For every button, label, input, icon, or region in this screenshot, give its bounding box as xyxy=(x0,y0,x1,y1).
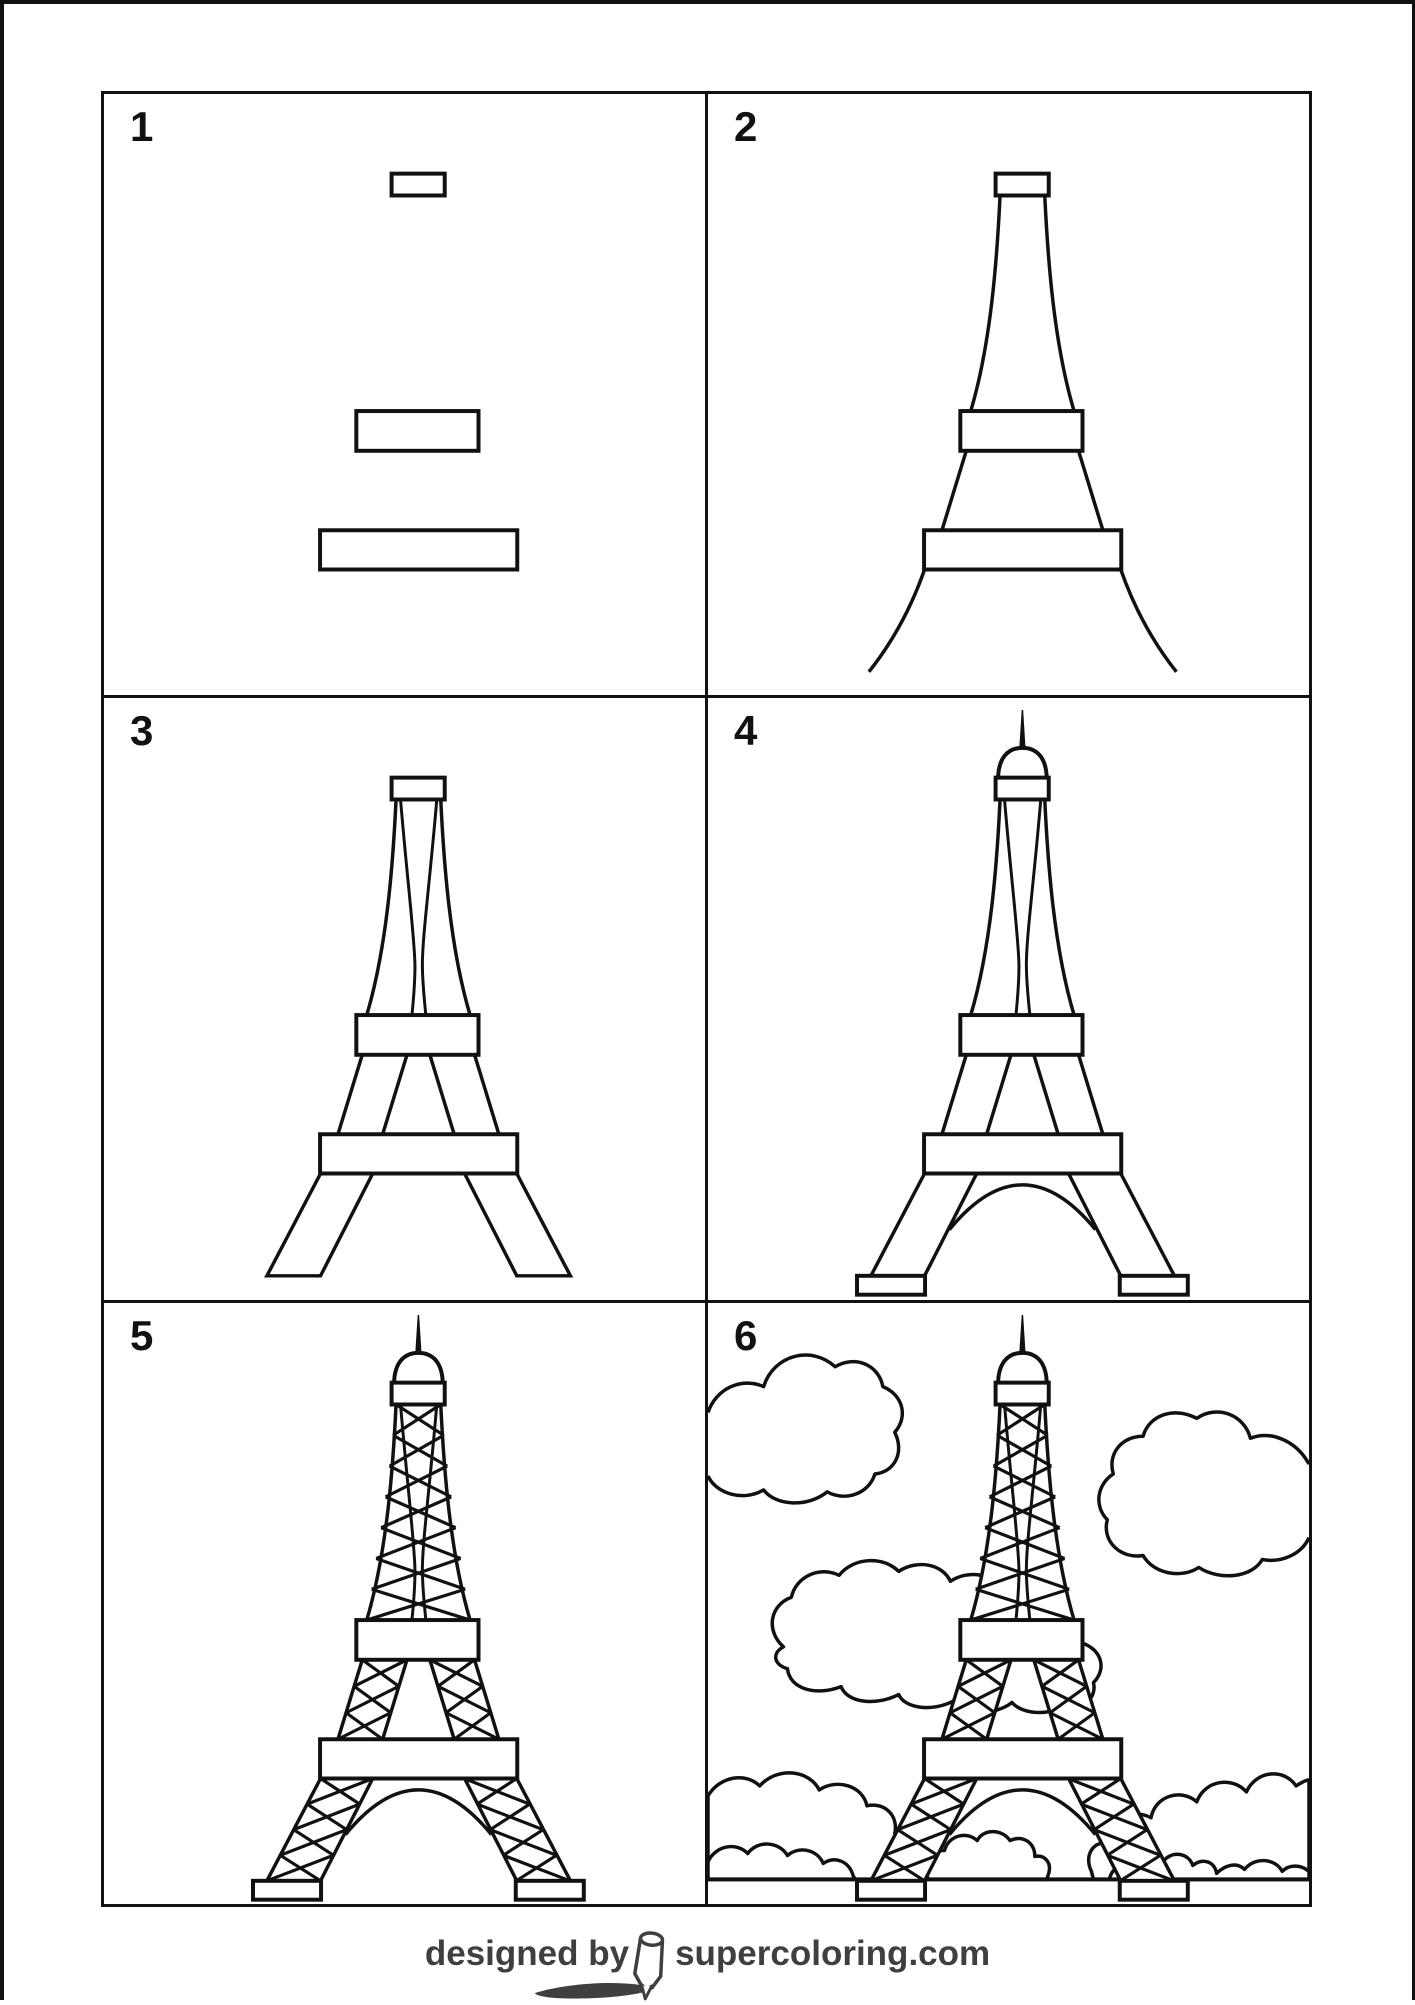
top-box xyxy=(392,1382,445,1404)
step-number: 1 xyxy=(130,103,154,150)
cloud-2 xyxy=(1099,1412,1309,1576)
lowerleg-left-fill xyxy=(871,1174,977,1276)
foot-right xyxy=(516,1880,584,1899)
platform-2 xyxy=(320,530,517,569)
leg-curve-left xyxy=(869,570,925,672)
footer-credit xyxy=(0,1907,1415,2000)
platform-2 xyxy=(320,1135,517,1174)
step-drawing-tower-dome-arch xyxy=(708,698,1309,1299)
designed-by-label: designed by xyxy=(424,1933,630,1973)
foot-left xyxy=(857,1880,925,1899)
foot-left xyxy=(857,1276,925,1295)
platform-2 xyxy=(924,530,1121,569)
midleg-right-outer xyxy=(1079,451,1103,530)
top-box xyxy=(996,778,1049,800)
lowerleg-left-fill xyxy=(267,1174,373,1276)
lowerleg-right-fill xyxy=(465,1778,571,1880)
platform-2 xyxy=(924,1135,1121,1174)
dome xyxy=(394,1352,443,1384)
step-drawing-tower-outline xyxy=(708,94,1309,695)
top-box xyxy=(996,1382,1049,1404)
site-label: supercoloring.com xyxy=(675,1933,991,1973)
step-panel-4 xyxy=(708,698,1309,1299)
step-number: 5 xyxy=(130,1311,154,1359)
neck-fill xyxy=(367,800,470,1016)
foot-left xyxy=(253,1880,321,1899)
foot-right xyxy=(1120,1880,1188,1899)
step-drawing-tower-legs xyxy=(104,698,705,1299)
step-number: 3 xyxy=(130,707,154,755)
platform-1 xyxy=(356,411,478,451)
top-box xyxy=(392,778,445,800)
step-panel-5 xyxy=(104,1303,705,1904)
leg-curve-right xyxy=(1121,570,1177,672)
step-drawing-rectangles xyxy=(104,94,705,695)
neck-fill xyxy=(971,800,1074,1016)
lowerleg-left-fill xyxy=(267,1778,373,1880)
step-panel-3 xyxy=(104,698,705,1299)
arch xyxy=(949,1790,1095,1835)
step-number: 4 xyxy=(734,707,758,755)
platform-1 xyxy=(356,1015,478,1055)
arch xyxy=(345,1790,491,1835)
pencil-icon xyxy=(531,1929,681,2005)
platform-2 xyxy=(320,1739,517,1778)
arch xyxy=(949,1185,1095,1230)
step-number: 6 xyxy=(734,1311,758,1359)
cloud-1 xyxy=(708,1355,902,1503)
top-box xyxy=(996,174,1049,196)
step-panel-1 xyxy=(104,94,705,695)
neck-fill xyxy=(971,195,1074,411)
foot-right xyxy=(1120,1276,1188,1295)
dome xyxy=(998,1352,1047,1384)
lowerleg-right-fill xyxy=(1069,1174,1175,1276)
pencil-swoosh xyxy=(535,1982,655,1998)
lowerleg-right-fill xyxy=(465,1174,571,1276)
platform-1 xyxy=(356,1620,478,1660)
step-number: 2 xyxy=(734,103,758,150)
dome xyxy=(998,748,1047,780)
step-panel-6 xyxy=(708,1303,1309,1904)
top-box xyxy=(392,174,445,196)
platform-1 xyxy=(960,1620,1082,1660)
step-drawing-tower-scene xyxy=(708,1303,1309,1904)
midleg-left-outer xyxy=(942,451,966,530)
step-panel-2 xyxy=(708,94,1309,695)
platform-1 xyxy=(960,411,1082,451)
step-drawing-tower-lattice xyxy=(104,1303,705,1904)
platform-1 xyxy=(960,1015,1082,1055)
platform-2 xyxy=(924,1739,1121,1778)
steps-grid xyxy=(101,91,1312,1907)
